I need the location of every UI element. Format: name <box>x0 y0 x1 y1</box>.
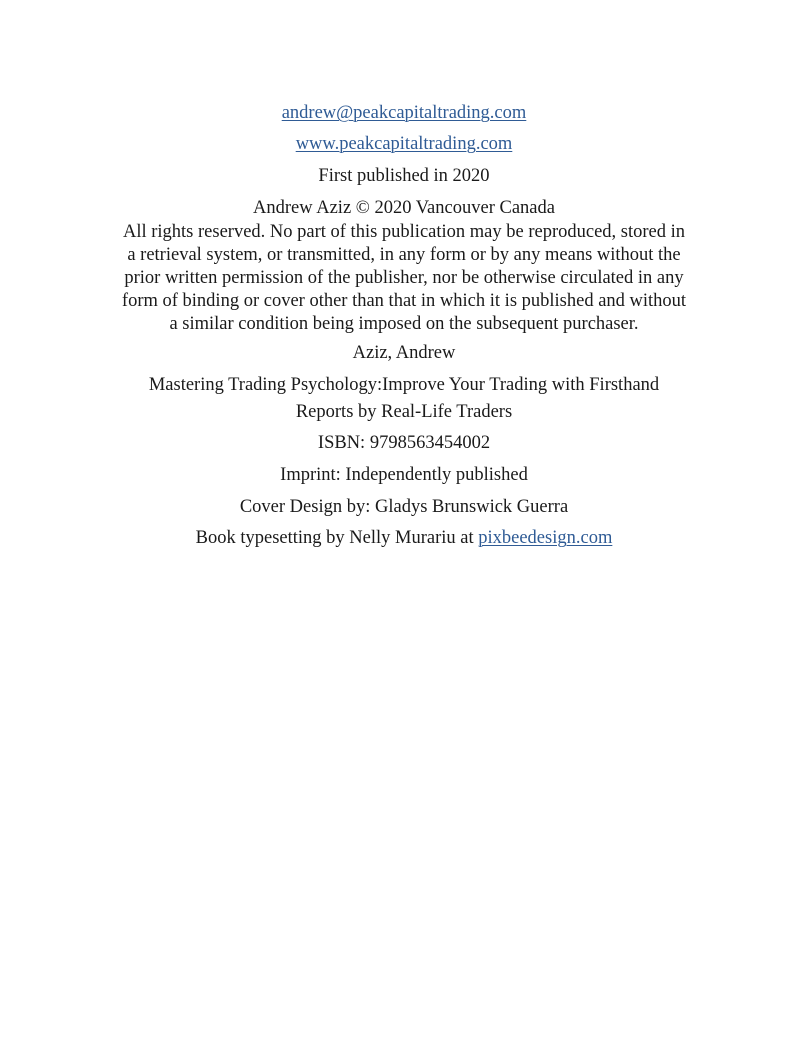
copyright-line: Andrew Aziz © 2020 Vancouver Canada <box>253 198 555 218</box>
rights-paragraph <box>100 221 708 336</box>
rights-line: prior written permission of the publisher, nor be otherwise circulated in any <box>124 268 684 288</box>
rights-line: a similar condition being imposed on the subsequent purchaser. <box>169 314 639 334</box>
typesetting-credit <box>0 527 808 550</box>
book-title-line: Reports by Real-Life Traders <box>295 402 513 422</box>
book-title-line: Mastering Trading Psychology:Improve Your Trading with Firsthand <box>148 375 660 395</box>
rights-line: All rights reserved. No part of this publication may be reproduced, stored in <box>122 222 686 242</box>
typesetting-link[interactable]: pixbeedesign.com <box>478 528 613 548</box>
website-line <box>0 133 808 156</box>
cover-design-credit: Cover Design by: Gladys Brunswick Guerra <box>239 497 569 517</box>
isbn: ISBN: 9798563454002 <box>317 433 491 453</box>
author-name: Aziz, Andrew <box>352 343 456 363</box>
website-link[interactable]: www.peakcapitaltrading.com <box>295 134 513 154</box>
email-link[interactable]: andrew@peakcapitaltrading.com <box>281 103 527 123</box>
rights-line: form of binding or cover other than that in which it is published and without <box>121 291 687 311</box>
rights-line: a retrieval system, or transmitted, in any form or by any means without the <box>127 245 681 265</box>
first-published: First published in 2020 <box>318 166 490 186</box>
typesetting-text: Book typesetting by Nelly Murariu at <box>195 528 479 548</box>
imprint: Imprint: Independently published <box>280 465 528 485</box>
email-line <box>0 102 808 125</box>
